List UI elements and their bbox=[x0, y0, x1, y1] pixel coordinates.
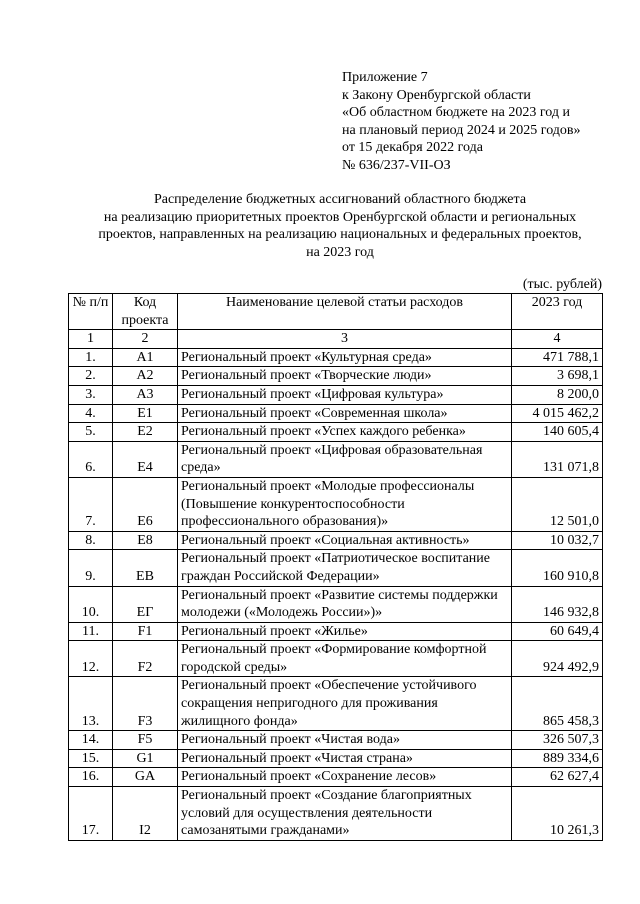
units-label: (тыс. рублей) bbox=[522, 277, 602, 292]
project-name: Региональный проект «Культурная среда» bbox=[178, 348, 512, 367]
row-number: 12. bbox=[69, 641, 113, 677]
title-line: на реализацию приоритетных проектов Оренбургской области и региональных bbox=[103, 209, 577, 225]
amount-value: 140 605,4 bbox=[512, 423, 603, 442]
index-cell: 3 bbox=[178, 330, 512, 349]
project-code: F2 bbox=[113, 641, 178, 677]
project-code: GA bbox=[113, 768, 178, 787]
table-row bbox=[69, 641, 603, 677]
amount-value: 62 627,4 bbox=[512, 768, 603, 787]
table-row bbox=[69, 731, 603, 750]
table-header-row bbox=[69, 294, 603, 330]
column-index-row bbox=[69, 330, 603, 349]
project-name: Региональный проект «Цифровая культура» bbox=[178, 385, 512, 404]
table-row bbox=[69, 749, 603, 768]
project-code: F1 bbox=[113, 622, 178, 641]
amount-value: 60 649,4 bbox=[512, 622, 603, 641]
row-number: 4. bbox=[69, 404, 113, 423]
project-name: Региональный проект «Чистая вода» bbox=[178, 731, 512, 750]
table-row bbox=[69, 768, 603, 787]
table-row bbox=[69, 531, 603, 550]
row-number: 2. bbox=[69, 367, 113, 386]
header-code: Код проекта bbox=[113, 294, 178, 330]
project-code: E6 bbox=[113, 477, 178, 531]
project-name: Региональный проект «Развитие системы поддержки молодежи («Молодежь России»)» bbox=[178, 586, 512, 622]
project-code: F3 bbox=[113, 677, 178, 731]
header-num: № п/п bbox=[69, 294, 113, 330]
table-row bbox=[69, 477, 603, 531]
table-body bbox=[69, 348, 603, 840]
row-number: 9. bbox=[69, 550, 113, 586]
project-code: E1 bbox=[113, 404, 178, 423]
project-code: E8 bbox=[113, 531, 178, 550]
amount-value: 160 910,8 bbox=[512, 550, 603, 586]
project-name: Региональный проект «Социальная активность» bbox=[178, 531, 512, 550]
project-code: A2 bbox=[113, 367, 178, 386]
row-number: 17. bbox=[69, 787, 113, 841]
title-line: проектов, направленных на реализацию национальных и федеральных проектов, bbox=[98, 227, 582, 243]
table-row bbox=[69, 367, 603, 386]
amount-value: 10 032,7 bbox=[512, 531, 603, 550]
amount-value: 865 458,3 bbox=[512, 677, 603, 731]
project-code: EB bbox=[113, 550, 178, 586]
row-number: 5. bbox=[69, 423, 113, 442]
project-name: Региональный проект «Жилье» bbox=[178, 622, 512, 641]
table-row bbox=[69, 441, 603, 477]
project-name: Региональный проект «Современная школа» bbox=[178, 404, 512, 423]
table-row bbox=[69, 586, 603, 622]
table-row bbox=[69, 622, 603, 641]
table-row bbox=[69, 404, 603, 423]
project-name: Региональный проект «Создание благоприятных условий для осуществления деятельности самозанятыми гражданами» bbox=[178, 787, 512, 841]
row-number: 11. bbox=[69, 622, 113, 641]
table-row bbox=[69, 550, 603, 586]
project-code: A3 bbox=[113, 385, 178, 404]
header-line: на плановый период 2024 и 2025 годов» bbox=[342, 122, 581, 138]
row-number: 1. bbox=[69, 348, 113, 367]
project-name: Региональный проект «Обеспечение устойчивого сокращения непригодного для проживания жилищного фонда» bbox=[178, 677, 512, 731]
document-title bbox=[60, 191, 620, 261]
project-name: Региональный проект «Успех каждого ребенка» bbox=[178, 423, 512, 442]
row-number: 8. bbox=[69, 531, 113, 550]
project-name: Региональный проект «Формирование комфортной городской среды» bbox=[178, 641, 512, 677]
title-line: Распределение бюджетных ассигнований областного бюджета bbox=[153, 192, 527, 207]
amount-value: 3 698,1 bbox=[512, 367, 603, 386]
project-code: EГ bbox=[113, 586, 178, 622]
row-number: 6. bbox=[69, 441, 113, 477]
project-name: Региональный проект «Сохранение лесов» bbox=[178, 768, 512, 787]
project-code: A1 bbox=[113, 348, 178, 367]
amount-value: 924 492,9 bbox=[512, 641, 603, 677]
budget-table bbox=[68, 293, 603, 841]
project-name: Региональный проект «Чистая страна» bbox=[178, 749, 512, 768]
project-code: I2 bbox=[113, 787, 178, 841]
row-number: 15. bbox=[69, 749, 113, 768]
project-code: E2 bbox=[113, 423, 178, 442]
amount-value: 471 788,1 bbox=[512, 348, 603, 367]
header-line: № 636/237-VII-ОЗ bbox=[342, 157, 451, 173]
row-number: 13. bbox=[69, 677, 113, 731]
project-name: Региональный проект «Цифровая образовательная среда» bbox=[178, 441, 512, 477]
project-code: F5 bbox=[113, 731, 178, 750]
project-name: Региональный проект «Творческие люди» bbox=[178, 367, 512, 386]
title-line: на 2023 год bbox=[306, 244, 374, 260]
law-reference-header bbox=[342, 69, 632, 175]
amount-value: 326 507,3 bbox=[512, 731, 603, 750]
header-line: от 15 декабря 2022 года bbox=[342, 140, 483, 156]
amount-value: 4 015 462,2 bbox=[512, 404, 603, 423]
row-number: 16. bbox=[69, 768, 113, 787]
project-code: E4 bbox=[113, 441, 178, 477]
amount-value: 889 334,6 bbox=[512, 749, 603, 768]
row-number: 7. bbox=[69, 477, 113, 531]
header-name: Наименование целевой статьи расходов bbox=[178, 294, 512, 330]
amount-value: 10 261,3 bbox=[512, 787, 603, 841]
table-row bbox=[69, 423, 603, 442]
table-row bbox=[69, 787, 603, 841]
index-cell: 2 bbox=[113, 330, 178, 349]
amount-value: 146 932,8 bbox=[512, 586, 603, 622]
header-line: к Закону Оренбургской области bbox=[342, 87, 531, 103]
header-year: 2023 год bbox=[512, 294, 603, 330]
table-row bbox=[69, 677, 603, 731]
row-number: 14. bbox=[69, 731, 113, 750]
table-row bbox=[69, 385, 603, 404]
header-line: «Об областном бюджете на 2023 год и bbox=[342, 105, 570, 121]
index-cell: 1 bbox=[69, 330, 113, 349]
amount-value: 12 501,0 bbox=[512, 477, 603, 531]
header-line: Приложение 7 bbox=[342, 70, 428, 85]
project-name: Региональный проект «Молодые профессионалы (Повышение конкурентоспособности профессионального образования)» bbox=[178, 477, 512, 531]
index-cell: 4 bbox=[512, 330, 603, 349]
project-name: Региональный проект «Патриотическое воспитание граждан Российской Федерации» bbox=[178, 550, 512, 586]
amount-value: 8 200,0 bbox=[512, 385, 603, 404]
table-row bbox=[69, 348, 603, 367]
row-number: 10. bbox=[69, 586, 113, 622]
row-number: 3. bbox=[69, 385, 113, 404]
amount-value: 131 071,8 bbox=[512, 441, 603, 477]
project-code: G1 bbox=[113, 749, 178, 768]
